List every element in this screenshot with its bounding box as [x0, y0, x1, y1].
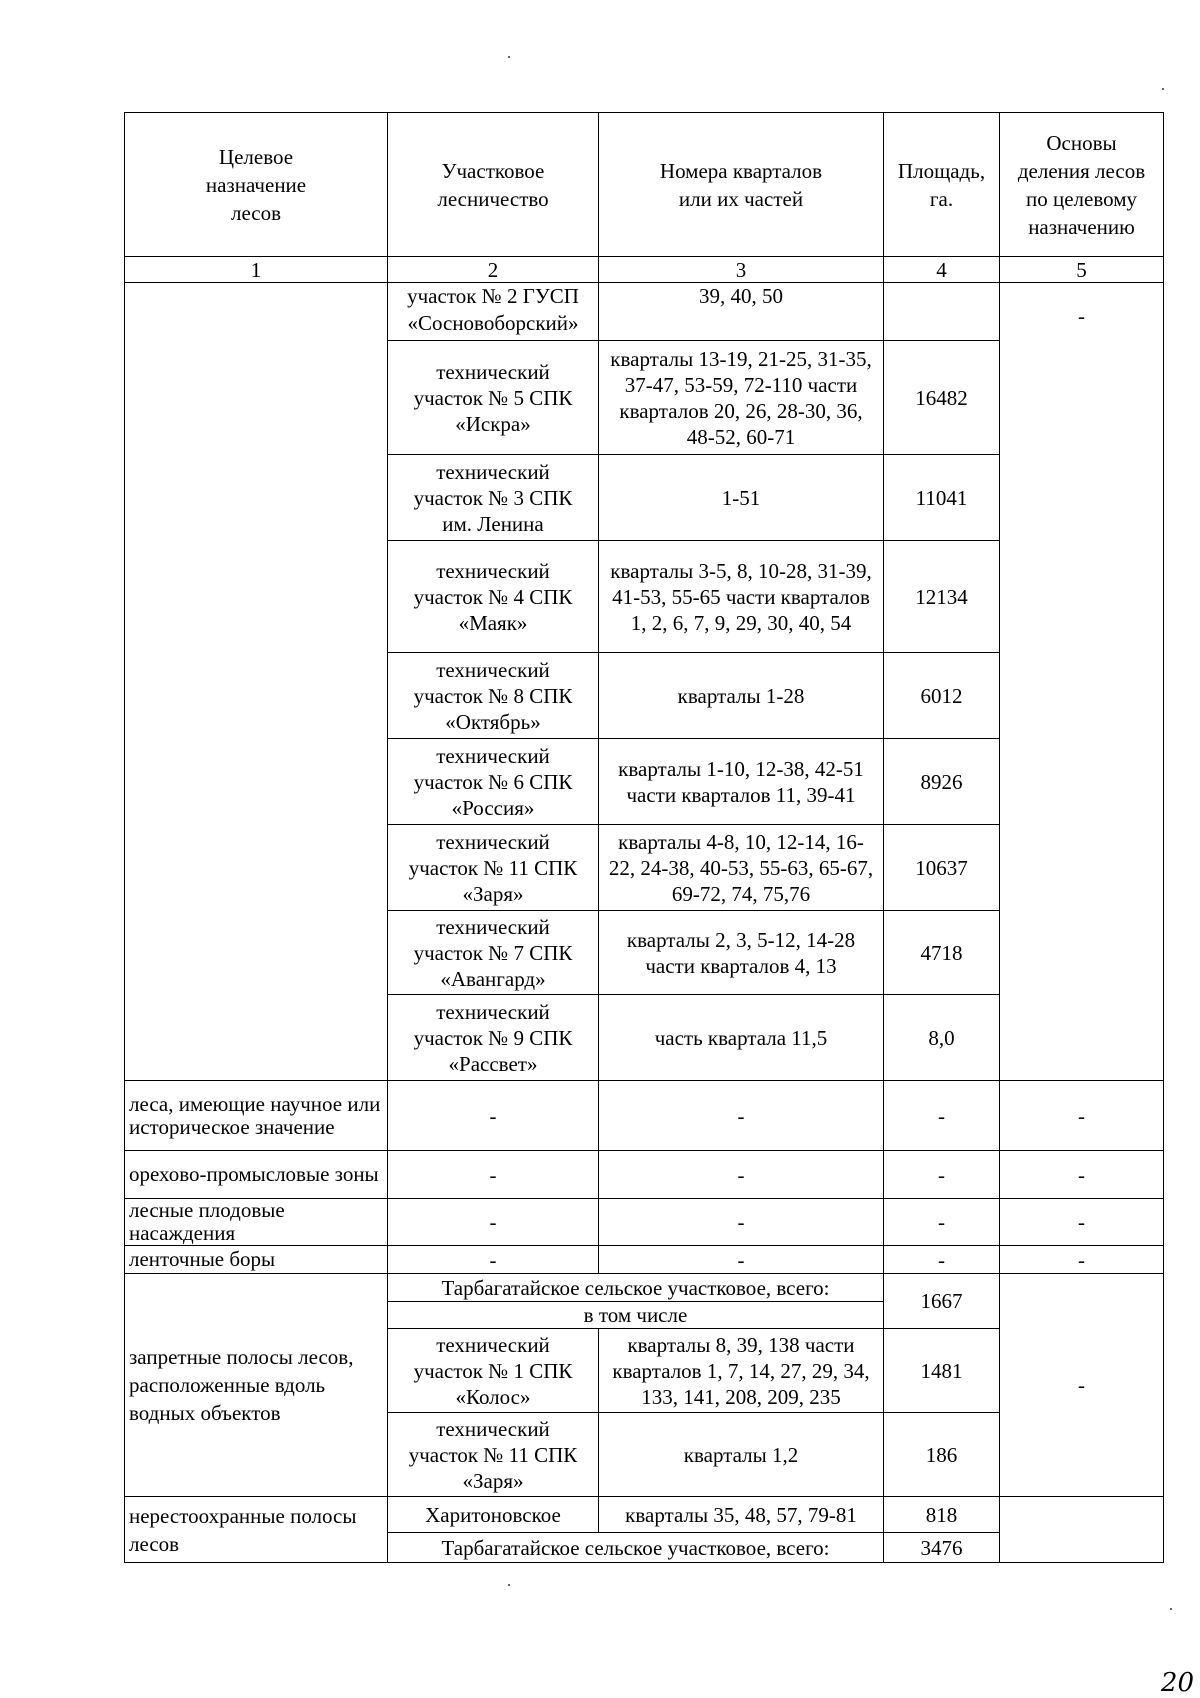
quarters-cell: кварталы 1-10, 12-38, 42-51 части кварталов 11, 39-41 [599, 739, 884, 825]
purpose-cell: леса, имеющие научное или историческое значение [125, 1081, 388, 1151]
colnum-2: 2 [388, 257, 599, 283]
basis-cell-empty [1000, 1497, 1164, 1563]
including-label: в том числе [388, 1302, 884, 1329]
area-cell: 11041 [884, 455, 1000, 541]
area-cell: 186 [884, 1413, 1000, 1497]
subtotal-label: Тарбагатайское сельское участковое, всего: [388, 1274, 884, 1302]
quarters-cell: кварталы 2, 3, 5-12, 14-28 части кварталов 4, 13 [599, 911, 884, 995]
table-row [125, 1274, 1164, 1302]
header-forestry: Участковое лесничество [388, 113, 599, 257]
quarters-cell: кварталы 8, 39, 138 части кварталов 1, 7, 14, 27, 29, 34, 133, 141, 208, 209, 235 [599, 1329, 884, 1413]
header-purpose: Целевое назначение лесов [125, 113, 388, 257]
basis-cell: - [1000, 1274, 1164, 1497]
forestry-cell: технический участок № 9 СПК «Рассвет» [388, 995, 599, 1081]
scan-speck [508, 1584, 510, 1586]
basis-cell: - [1000, 283, 1164, 1081]
scan-speck [1162, 88, 1164, 90]
area-cell: 4718 [884, 911, 1000, 995]
table-row [125, 1151, 1164, 1199]
forestry-cell: технический участок № 8 СПК «Октябрь» [388, 653, 599, 739]
header-basis: Основы деления лесов по целевому назначению [1000, 113, 1164, 257]
forestry-cell: технический участок № 6 СПК «Россия» [388, 739, 599, 825]
forestry-cell: технический участок № 1 СПК «Колос» [388, 1329, 599, 1413]
quarters-cell: - [599, 1151, 884, 1199]
area-cell: 3476 [884, 1533, 1000, 1563]
column-number-row [125, 257, 1164, 283]
purpose-cell-empty [125, 283, 388, 1081]
quarters-cell: - [599, 1199, 884, 1246]
quarters-cell: кварталы 1,2 [599, 1413, 884, 1497]
area-cell [884, 283, 1000, 341]
quarters-cell: 1-51 [599, 455, 884, 541]
area-cell: 8,0 [884, 995, 1000, 1081]
forestry-cell: Харитоновское [388, 1497, 599, 1533]
area-cell: 1481 [884, 1329, 1000, 1413]
basis-cell: - [1000, 1246, 1164, 1274]
subtotal-label: Тарбагатайское сельское участковое, всего: [388, 1533, 884, 1563]
forestry-cell: технический участок № 11 СПК «Заря» [388, 1413, 599, 1497]
area-cell: - [884, 1246, 1000, 1274]
area-cell: - [884, 1151, 1000, 1199]
quarters-cell: кварталы 1-28 [599, 653, 884, 739]
forestry-cell: - [388, 1151, 599, 1199]
quarters-cell: часть квартала 11,5 [599, 995, 884, 1081]
forestry-cell: - [388, 1081, 599, 1151]
scan-speck [508, 56, 510, 58]
forestry-cell: технический участок № 3 СПК им. Ленина [388, 455, 599, 541]
table-row [125, 1199, 1164, 1246]
purpose-cell: ленточные боры [125, 1246, 388, 1274]
quarters-cell: 39, 40, 50 [599, 283, 884, 341]
colnum-4: 4 [884, 257, 1000, 283]
header-quarters: Номера кварталов или их частей [599, 113, 884, 257]
quarters-cell: кварталы 35, 48, 57, 79-81 [599, 1497, 884, 1533]
scan-speck [1170, 1608, 1172, 1610]
page-number: 20 [1160, 1668, 1194, 1698]
area-cell: 10637 [884, 825, 1000, 911]
purpose-cell: запретные полосы лесов, расположенные вдоль водных объектов [125, 1274, 388, 1497]
header-area: Площадь, га. [884, 113, 1000, 257]
colnum-5: 5 [1000, 257, 1164, 283]
forestry-cell: технический участок № 7 СПК «Авангард» [388, 911, 599, 995]
table-row [125, 1246, 1164, 1274]
area-cell: 12134 [884, 541, 1000, 653]
basis-cell: - [1000, 1081, 1164, 1151]
purpose-cell: орехово-промысловые зоны [125, 1151, 388, 1199]
forestry-cell: - [388, 1246, 599, 1274]
forestry-cell: участок № 2 ГУСП «Сосновоборский» [388, 283, 599, 341]
forestry-cell: технический участок № 11 СПК «Заря» [388, 825, 599, 911]
area-cell: 6012 [884, 653, 1000, 739]
forest-purpose-table [124, 112, 1164, 1563]
quarters-cell: - [599, 1081, 884, 1151]
basis-cell: - [1000, 1151, 1164, 1199]
quarters-cell: кварталы 13-19, 21-25, 31-35, 37-47, 53-59, 72-110 части кварталов 20, 26, 28-30, 36, 48-52, 60-71 [599, 341, 884, 455]
table-row [125, 1497, 1164, 1533]
area-cell: - [884, 1081, 1000, 1151]
colnum-3: 3 [599, 257, 884, 283]
colnum-1: 1 [125, 257, 388, 283]
forestry-cell: технический участок № 4 СПК «Маяк» [388, 541, 599, 653]
header-row [125, 113, 1164, 257]
forestry-cell: - [388, 1199, 599, 1246]
purpose-cell: лесные плодовые насаждения [125, 1199, 388, 1246]
area-cell: 818 [884, 1497, 1000, 1533]
area-cell: 1667 [884, 1274, 1000, 1329]
basis-cell: - [1000, 1199, 1164, 1246]
table-row [125, 1081, 1164, 1151]
quarters-cell: кварталы 4-8, 10, 12-14, 16-22, 24-38, 40-53, 55-63, 65-67, 69-72, 74, 75,76 [599, 825, 884, 911]
quarters-cell: кварталы 3-5, 8, 10-28, 31-39, 41-53, 55-65 части кварталов 1, 2, 6, 7, 9, 29, 30, 40, 54 [599, 541, 884, 653]
quarters-cell: - [599, 1246, 884, 1274]
area-cell: 8926 [884, 739, 1000, 825]
area-cell: 16482 [884, 341, 1000, 455]
forestry-cell: технический участок № 5 СПК «Искра» [388, 341, 599, 455]
table-row [125, 283, 1164, 341]
purpose-cell: нерестоохранные полосы лесов [125, 1497, 388, 1563]
area-cell: - [884, 1199, 1000, 1246]
